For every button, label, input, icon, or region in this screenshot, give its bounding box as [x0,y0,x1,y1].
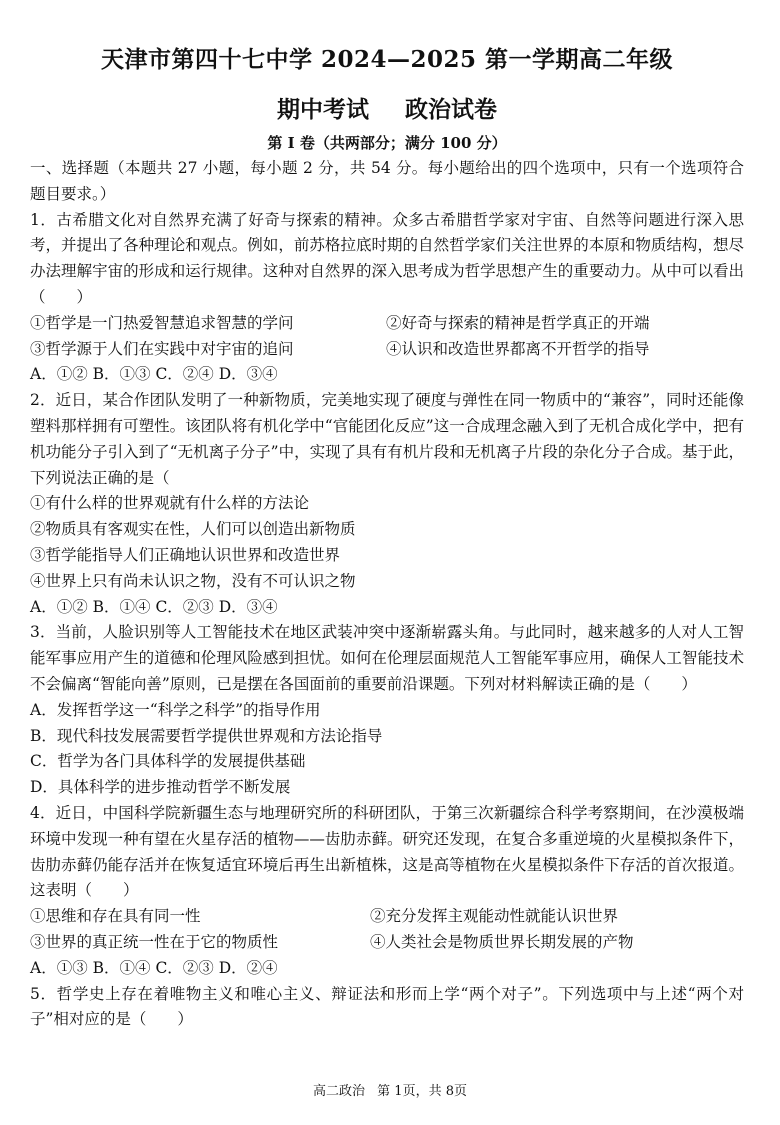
footer-subject: 高二政治 [313,1084,366,1099]
exam-type: 期中考试 [277,96,369,123]
question-4-statements-row1 [30,904,744,930]
question-2-choices: A．①② B．①④ C．②③ D．③④ [30,597,278,616]
option: B．现代科技发展需要哲学提供世界观和方法论指导 [30,726,383,745]
option: D．具体科学的进步推动哲学不断发展 [30,778,291,797]
statement: ④人类社会是物质世界长期发展的产物 [370,932,634,951]
exam-subtitle-line [30,94,744,126]
footer-page-number: 第 1页，共 8页 [377,1084,467,1099]
exam-subject: 政治试卷 [405,96,497,123]
question-1-choices: A．①② B．①③ C．②④ D．③④ [30,365,278,384]
exam-title: 天津市第四十七中学 2024—2025 第一学期高二年级 [100,46,674,73]
statement: ①哲学是一门热爱智慧追求智慧的学问 [30,313,294,332]
part-heading: 第 I 卷（共两部分；满分 100 分） [267,134,507,152]
page-footer [0,1080,780,1099]
question-1-stem: 1．古希腊文化对自然界充满了好奇与探索的精神。众多古希腊哲学家对宇宙、自然等问题进行深入思考，并提出了各种理论和观点。例如，前苏格拉底时期的自然哲学家们关注世界的本原和物质结构，想尽办法理解宇宙的形成和运行规律。这种对自然界的深入思考成为哲学思想产生的重要动力。从中可以看出（ ） [30,210,744,306]
question-2-stem: 2．近日，某合作团队发明了一种新物质，完美地实现了硬度与弹性在同一物质中的“兼容”，同时还能像塑料那样拥有可塑性。该团队将有机化学中“官能团化反应”这一合成理念融入到了无机合成化学中，把有机功能分子引入到了“无机离子分子”中，实现了具有有机片段和无机离子片段的杂化分子合成。基于此，下列说法正确的是（ [30,391,744,487]
statement: ③世界的真正统一性在于它的物质性 [30,932,279,951]
question-5-stem: 5．哲学史上存在着唯物主义和唯心主义、辩证法和形而上学“两个对子”。下列选项中与上述“两个对子”相对应的是（ ） [30,984,744,1029]
statement: ①有什么样的世界观就有什么样的方法论 [30,494,310,513]
section-intro: 一、选择题（本题共 27 小题，每小题 2 分，共 54 分。每小题给出的四个选项中，只有一个选项符合题目要求。） [30,159,744,203]
option: A．发挥哲学这一“科学之科学”的指导作用 [30,700,321,719]
statement: ②充分发挥主观能动性就能认识世界 [370,907,619,926]
statement: ②好奇与探索的精神是哲学真正的开端 [386,313,650,332]
question-4-statements-row2 [30,930,744,956]
statement: ③哲学源于人们在实践中对宇宙的追问 [30,339,294,358]
statement: ②物质具有客观实在性，人们可以创造出新物质 [30,520,356,539]
statement: ③哲学能指导人们正确地认识世界和改造世界 [30,545,341,564]
question-1-statements-row2 [30,337,744,363]
statement: ④认识和改造世界都离不开哲学的指导 [386,339,650,358]
statement: ①思维和存在具有同一性 [30,907,201,926]
question-4-stem: 4．近日，中国科学院新疆生态与地理研究所的科研团队，于第三次新疆综合科学考察期间，在沙漠极端环境中发现一种有望在火星存活的植物——齿肋赤藓。研究还发现，在复合多重逆境的火星模拟条件下，齿肋赤藓仍能存活并在恢复适宜环境后再生出新植株，这是高等植物在火星模拟条件下存活的首次报道。这表明（ ） [30,803,744,900]
option: C．哲学为各门具体科学的发展提供基础 [30,752,306,771]
question-1-statements-row1 [30,311,744,337]
statement: ④世界上只有尚未认识之物，没有不可认识之物 [30,571,356,590]
question-4-choices: A．①③ B．①④ C．②③ D．②④ [30,958,278,977]
question-3-stem: 3．当前，人脸识别等人工智能技术在地区武装冲突中逐渐崭露头角。与此同时，越来越多的人对人工智能军事应用产生的道德和伦理风险感到担忧。如何在伦理层面规范人工智能军事应用，确保人工智能技术不会偏离“智能向善”原则，已是摆在各国面前的重要前沿课题。下列对材料解读正确的是（ ） [30,623,744,693]
